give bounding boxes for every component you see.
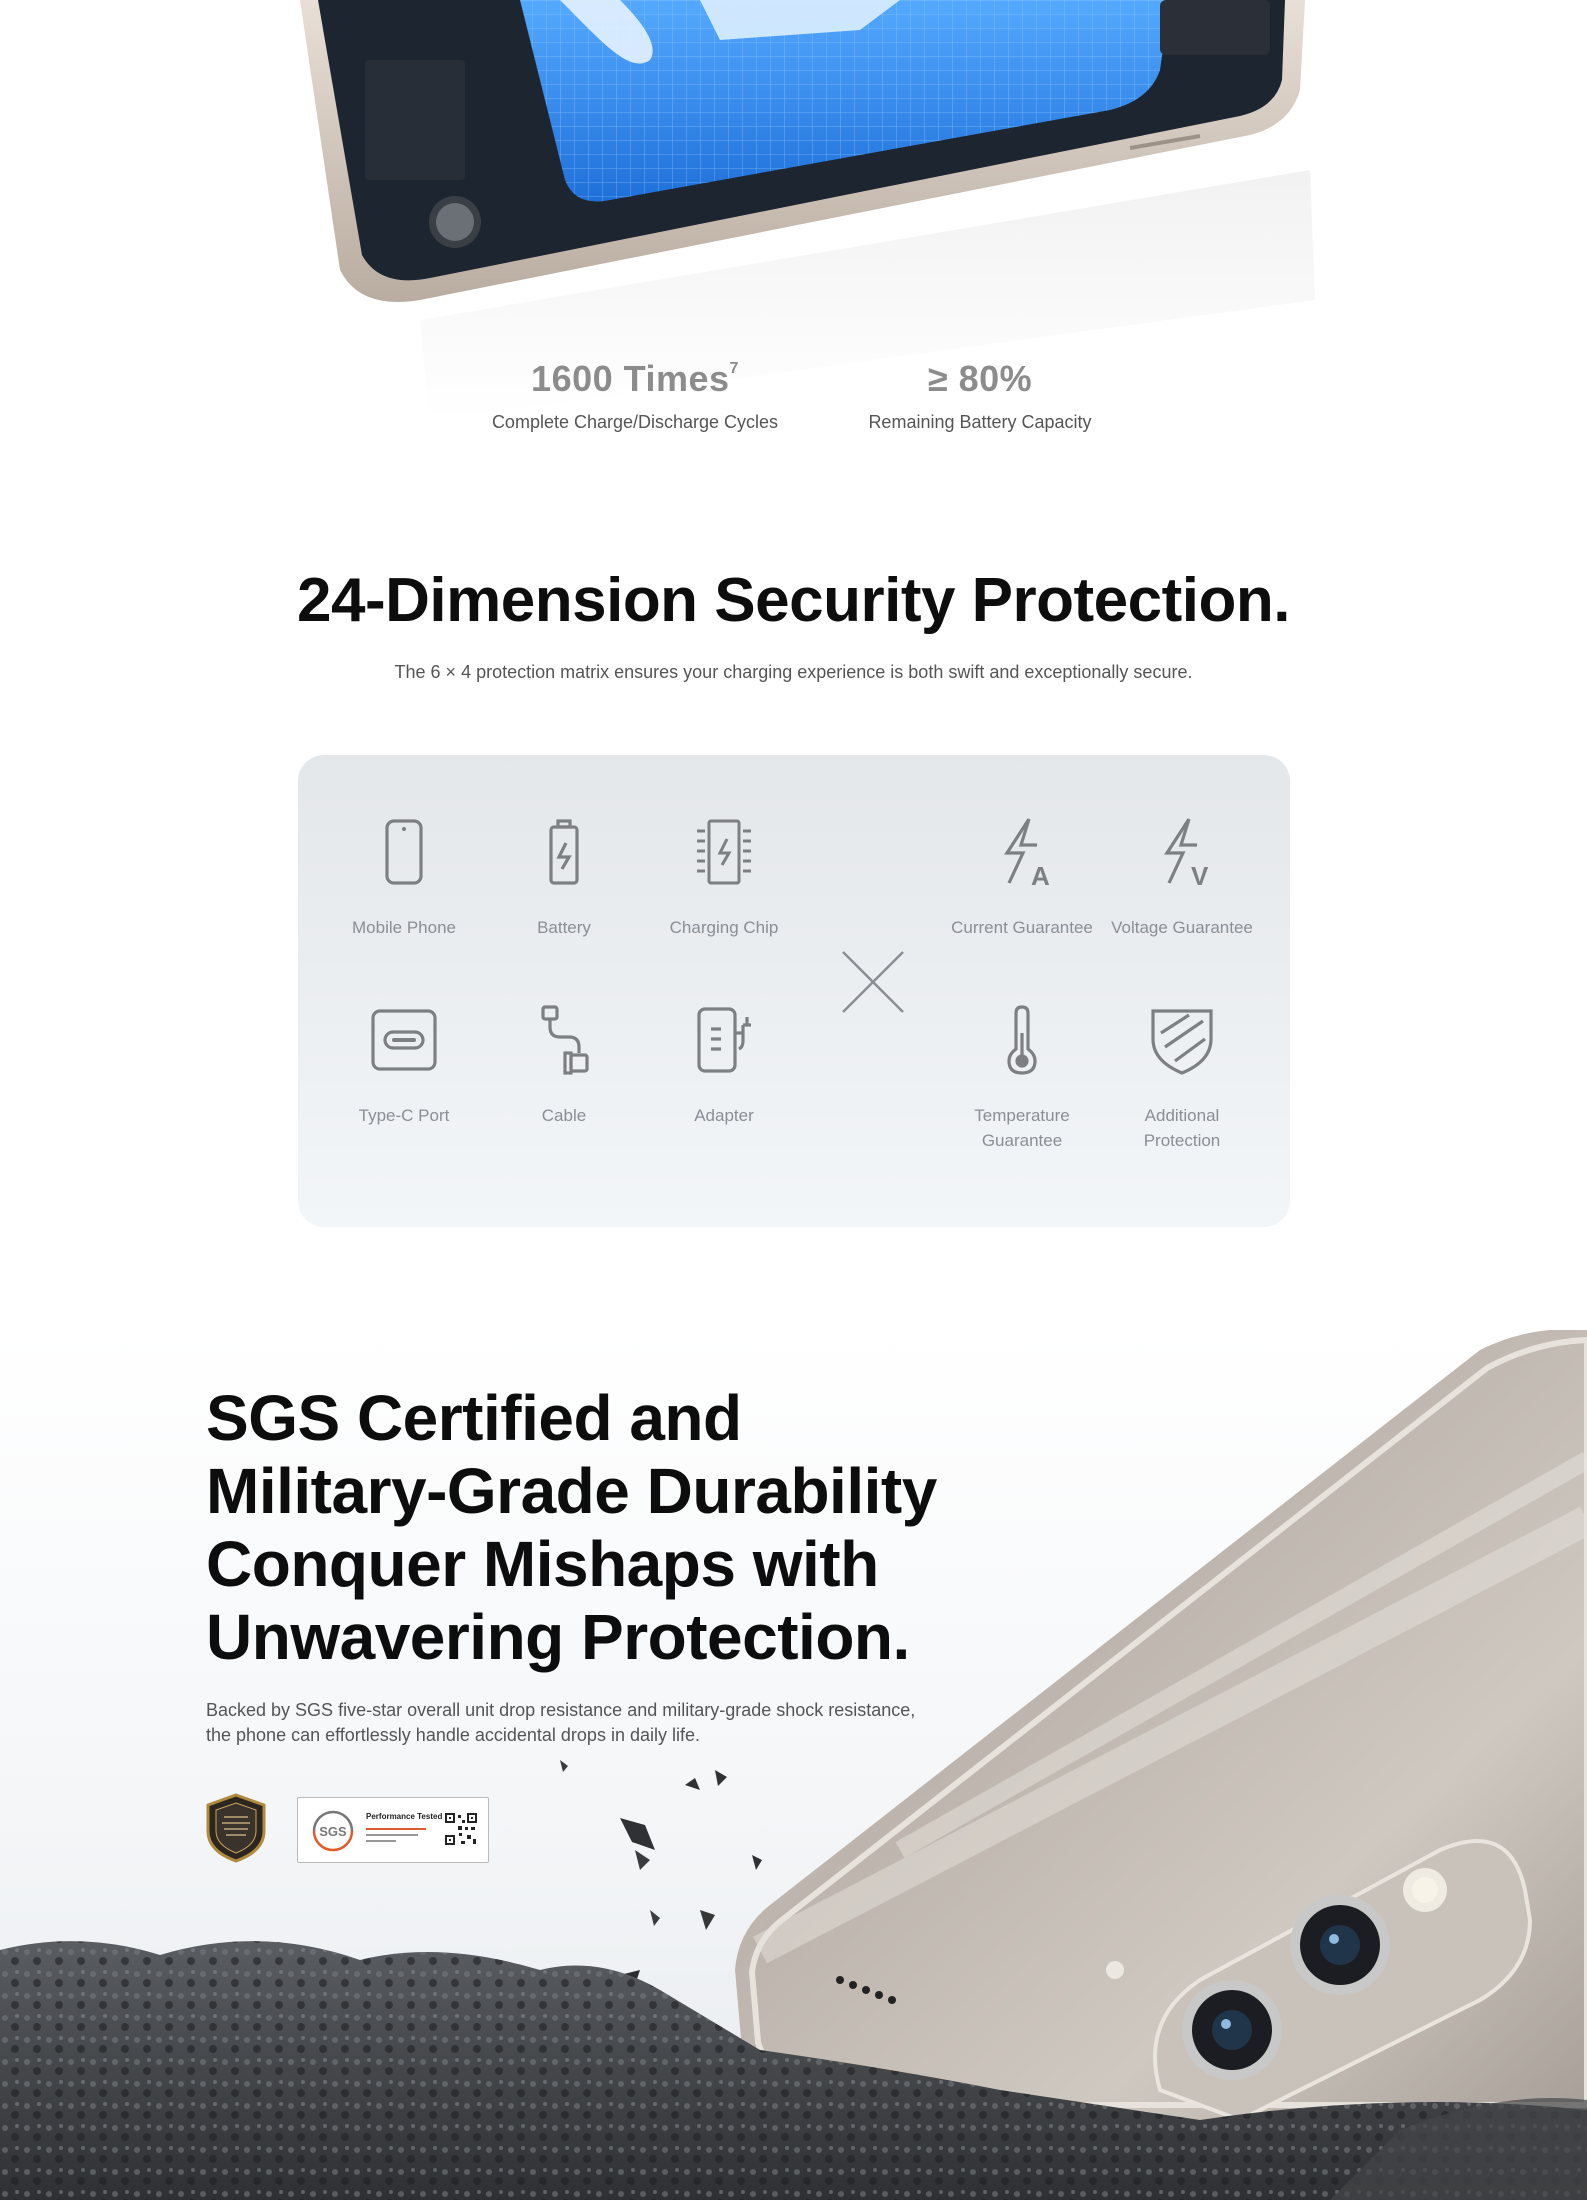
matrix-label: Battery	[537, 918, 591, 937]
battery-capacity-stat	[830, 358, 1130, 433]
durability-title	[206, 1382, 1106, 1674]
matrix-item-battery	[484, 815, 644, 940]
matrix-item-current-guarantee	[942, 815, 1102, 940]
battery-hero	[0, 0, 1587, 470]
battery-capacity-label: Remaining Battery Capacity	[868, 412, 1092, 432]
military-grade-badge	[206, 1793, 266, 1863]
multiply-icon	[838, 947, 908, 1017]
protection-matrix	[298, 755, 1290, 1227]
matrix-label: Cable	[541, 1106, 587, 1125]
current-guarantee-icon	[985, 815, 1059, 889]
matrix-label: Adapter	[694, 1106, 754, 1125]
sgs-performance-badge	[297, 1797, 489, 1863]
matrix-label: Mobile Phone	[352, 918, 456, 937]
matrix-label: Temperature Guarantee	[974, 1106, 1070, 1150]
sgs-logo-icon	[308, 1810, 358, 1852]
matrix-item-voltage-guarantee	[1102, 815, 1262, 940]
voltage-guarantee-icon	[1145, 815, 1219, 889]
thermometer-icon	[985, 1003, 1059, 1077]
sgs-badge-title: Performance Tested	[366, 1812, 443, 1821]
matrix-label: Voltage Guarantee	[1111, 918, 1253, 937]
battery-icon	[527, 815, 601, 889]
security-title: 24-Dimension Security Protection.	[297, 566, 1290, 635]
svg-text:V: V	[1191, 861, 1209, 889]
matrix-label: Charging Chip	[669, 918, 779, 937]
durability-description-line: Backed by SGS five-star overall unit drop resistance and military-grade shock resistance,	[206, 1700, 916, 1720]
matrix-item-cable	[484, 1003, 644, 1128]
cable-icon	[527, 1003, 601, 1077]
shield-icon	[1145, 1003, 1219, 1077]
durability-title-line: Military-Grade Durability	[206, 1455, 937, 1527]
durability-title-line: SGS Certified and	[206, 1382, 742, 1454]
matrix-label: Additional Protection	[1143, 1106, 1221, 1150]
matrix-item-temperature-guarantee	[942, 1003, 1102, 1153]
durability-description	[206, 1698, 946, 1748]
mobile-phone-icon	[367, 815, 441, 889]
battery-capacity-value: ≥ 80%	[927, 358, 1033, 399]
charge-cycles-value: 1600 Times$^7$	[531, 358, 739, 399]
type-c-port-icon	[367, 1003, 441, 1077]
charging-chip-icon	[687, 815, 761, 889]
matrix-item-mobile-phone	[324, 815, 484, 940]
svg-text:A: A	[1031, 861, 1050, 889]
sgs-logo-text: SGS	[319, 1824, 347, 1839]
security-subtitle: The 6 × 4 protection matrix ensures your charging experience is both swift and exceptionally secure.	[394, 662, 1193, 682]
matrix-item-charging-chip	[644, 815, 804, 940]
matrix-item-additional-protection	[1102, 1003, 1262, 1153]
matrix-label: Current Guarantee	[951, 918, 1093, 937]
sgs-badge-fineprint	[366, 1824, 436, 1842]
durability-description-line: the phone can effortlessly handle accidental drops in daily life.	[206, 1725, 700, 1745]
qr-code-icon	[443, 1811, 479, 1847]
charge-cycles-stat	[470, 358, 800, 433]
adapter-icon	[687, 1003, 761, 1077]
durability-title-line: Conquer Mishaps with	[206, 1528, 879, 1600]
charge-cycles-label: Complete Charge/Discharge Cycles	[491, 412, 779, 432]
durability-title-line: Unwavering Protection.	[206, 1601, 910, 1673]
matrix-label: Type-C Port	[358, 1106, 450, 1125]
matrix-item-type-c-port	[324, 1003, 484, 1128]
matrix-item-adapter	[644, 1003, 804, 1128]
